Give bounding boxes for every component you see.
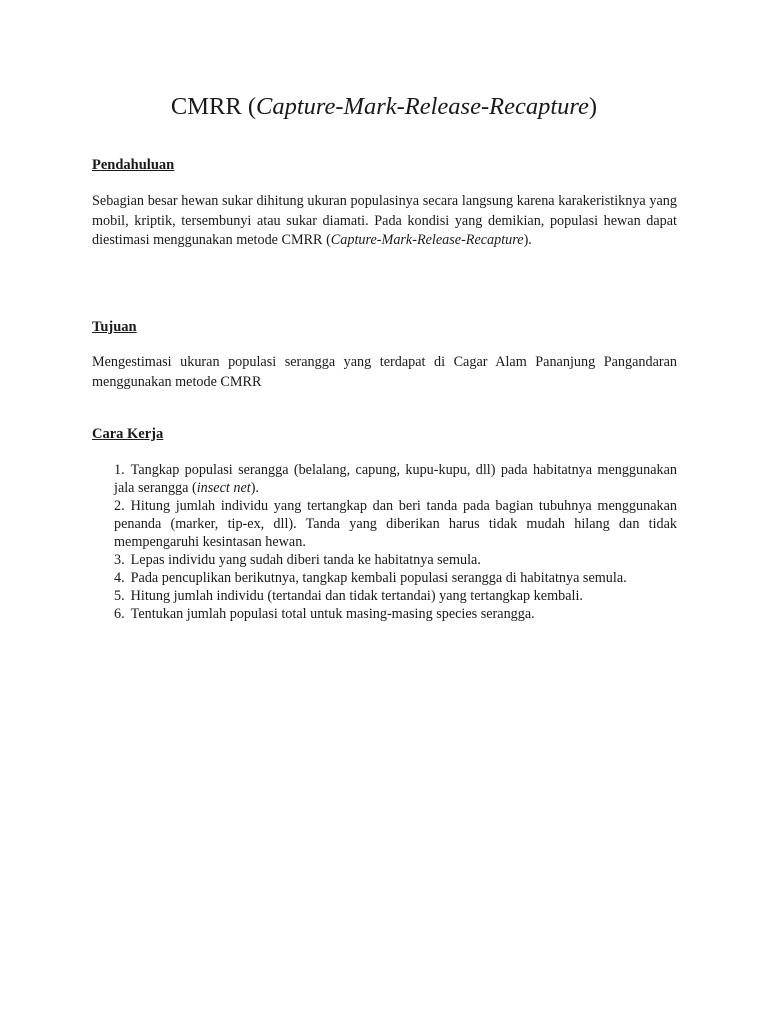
step-text: Tangkap populasi serangga (belalang, capung, kupu-kupu, dll) pada habitatnya menggunakan jala serangga ( [114,462,677,496]
step-italic: insect net [196,480,251,496]
title-prefix: CMRR ( [170,93,256,120]
step-text-end: ). [250,480,259,496]
step-item [114,569,677,587]
title-italic: Capture-Mark-Release-Recapture [256,93,589,120]
step-text: Hitung jumlah individu (tertandai dan tidak tertandai) yang tertangkap kembali. [130,588,583,604]
step-item [114,587,677,605]
step-number: 3. [114,552,125,568]
pendahuluan-text-end: ). [523,232,532,249]
step-item [114,551,677,569]
step-item [114,605,677,623]
step-text: Lepas individu yang sudah diberi tanda ke habitatnya semula. [130,552,481,568]
step-text: Tentukan jumlah populasi total untuk masing-masing species serangga. [130,606,535,622]
step-number: 2. [114,498,125,514]
step-number: 1. [114,462,125,478]
section-heading-cara-kerja: Cara Kerja [92,426,164,442]
tujuan-paragraph: Mengestimasi ukuran populasi serangga yang terdapat di Cagar Alam Pananjung Pangandaran menggunakan metode CMRR [92,354,677,390]
section-heading-pendahuluan: Pendahuluan [92,157,175,173]
step-item [114,461,677,497]
step-text: Pada pencuplikan berikutnya, tangkap kembali populasi serangga di habitatnya semula. [130,570,627,586]
pendahuluan-italic: Capture-Mark-Release-Recapture [330,232,524,249]
page-title [0,92,768,122]
step-number: 4. [114,570,125,586]
step-item [114,497,677,551]
pendahuluan-text: Sebagian besar hewan sukar dihitung ukuran populasinya secara langsung karena karakeristiknya yang mobil, kriptik, tersembunyi atau sukar diamati. Pada kondisi yang demikian, populasi hewan dapat diestimasi menggunakan metode CMRR ( [92,193,677,249]
step-number: 5. [114,588,125,604]
cara-kerja-steps [114,461,677,623]
pendahuluan-paragraph [92,192,677,251]
step-text: Hitung jumlah individu yang tertangkap dan beri tanda pada bagian tubuhnya menggunakan penanda (marker, tip-ex, dll). Tanda yang diberikan harus tidak mudah hilang dan tidak mempengaruhi kesintasan hewan. [114,498,677,550]
section-heading-tujuan: Tujuan [92,319,137,335]
step-number: 6. [114,606,125,622]
title-suffix: ) [588,93,598,120]
